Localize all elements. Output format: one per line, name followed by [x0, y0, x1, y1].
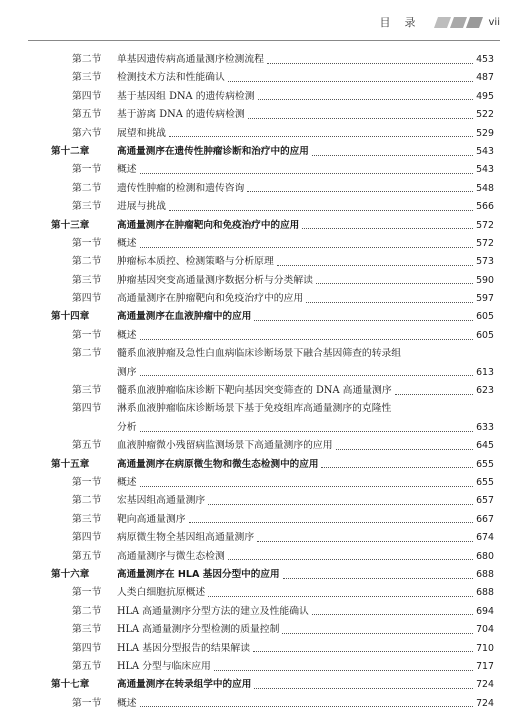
- header-decoration: [436, 17, 481, 28]
- toc-chapter-entry[interactable]: [0, 566, 520, 584]
- section-title: 基于基因组 DNA 的遗传病检测: [117, 90, 255, 102]
- section-number: 第五节: [72, 660, 102, 672]
- chapter-title: 高通量测序在病原微生物和微生态检测中的应用: [117, 458, 319, 470]
- dot-leader: [254, 688, 473, 689]
- section-title: 宏基因组高通量测序: [117, 495, 206, 507]
- section-number: 第一节: [72, 476, 102, 488]
- section-title: 高通量测序与微生态检测: [117, 550, 225, 562]
- dot-leader: [253, 651, 473, 652]
- page-number: 655: [476, 458, 494, 470]
- entry-line: [117, 676, 494, 694]
- dot-leader: [283, 578, 474, 579]
- dot-leader: [316, 283, 473, 284]
- section-number: 第二节: [72, 605, 102, 617]
- entry-line: [117, 253, 494, 271]
- toc-section-entry[interactable]: [0, 603, 520, 621]
- section-title: 肿瘤标本质控、检测策略与分析原理: [117, 256, 274, 268]
- toc-section-entry[interactable]: [0, 382, 520, 400]
- page-number: 680: [476, 550, 494, 562]
- dot-leader: [254, 320, 473, 321]
- entry-line: [117, 695, 494, 713]
- section-title: 展望和挑战: [117, 127, 166, 139]
- toc-section-entry[interactable]: [0, 51, 520, 69]
- chapter-number: 第十六章: [51, 568, 90, 580]
- section-title: 髓系血液肿瘤临床诊断下靶向基因突变筛查的 DNA 高通量测序: [117, 385, 392, 397]
- section-number: 第三节: [72, 624, 102, 636]
- section-title: 概述: [117, 697, 137, 709]
- toc-section-entry[interactable]: [0, 492, 520, 510]
- entry-line: [117, 640, 494, 658]
- dot-leader: [277, 265, 473, 266]
- page-number: 613: [476, 366, 494, 378]
- dot-leader: [248, 118, 473, 119]
- section-number: 第二节: [72, 256, 102, 268]
- page-number: 495: [476, 90, 494, 102]
- entry-line: [117, 69, 494, 87]
- chapter-title: 高通量测序在转录组学中的应用: [117, 679, 252, 691]
- page-number: 529: [476, 127, 494, 139]
- section-number: 第三节: [72, 513, 102, 525]
- section-number: 第三节: [72, 274, 102, 286]
- section-number: 第四节: [72, 532, 102, 544]
- entry-line: [117, 106, 494, 124]
- toc-section-entry[interactable]: [0, 419, 520, 437]
- toc-section-entry[interactable]: [0, 327, 520, 345]
- section-title: HLA 高通量测序分型检测的质量控制: [117, 624, 280, 636]
- dot-leader: [140, 173, 474, 174]
- page-number: 710: [476, 642, 494, 654]
- page-number: 724: [476, 697, 494, 709]
- running-header: [380, 8, 500, 36]
- toc-chapter-entry[interactable]: [0, 456, 520, 474]
- entry-line: [117, 217, 494, 235]
- dot-leader: [312, 614, 473, 615]
- dot-leader: [228, 81, 473, 82]
- toc-section-entry[interactable]: [0, 272, 520, 290]
- section-title: HLA 高通量测序分型方法的建立及性能确认: [117, 605, 309, 617]
- page-number: 623: [476, 385, 494, 397]
- page-number: 590: [476, 274, 494, 286]
- entry-line: [117, 327, 494, 345]
- section-number: 第五节: [72, 109, 102, 121]
- section-title: 人类白细胞抗原概述: [117, 587, 206, 599]
- page-number: 667: [476, 513, 494, 525]
- section-title: 基于游离 DNA 的遗传病检测: [117, 109, 245, 121]
- entry-line: [117, 437, 494, 455]
- dot-leader: [228, 559, 473, 560]
- section-title: 血液肿瘤微小残留病监测场景下高通量测序的应用: [117, 440, 333, 452]
- toc-section-entry[interactable]: [0, 125, 520, 143]
- page-number: 694: [476, 605, 494, 617]
- entry-line: [117, 492, 494, 510]
- entry-line: [117, 161, 494, 179]
- dot-leader: [336, 449, 474, 450]
- entry-line: [117, 548, 494, 566]
- entry-line: [117, 308, 494, 326]
- section-number: 第四节: [72, 642, 102, 654]
- header-page-number: vii: [488, 16, 500, 28]
- dot-leader: [140, 247, 474, 248]
- entry-line: [117, 584, 494, 602]
- section-number: 第六节: [72, 127, 102, 139]
- header-title: 目录: [379, 16, 430, 29]
- entry-line: [117, 529, 494, 547]
- dot-leader: [247, 191, 473, 192]
- dot-leader: [312, 155, 473, 156]
- dot-leader: [169, 136, 473, 137]
- entry-line: [117, 180, 494, 198]
- section-title: HLA 分型与临床应用: [117, 660, 211, 672]
- toc-section-entry[interactable]: [0, 69, 520, 87]
- toc-section-entry[interactable]: [0, 621, 520, 639]
- section-number: 第四节: [72, 293, 102, 305]
- page-number: 674: [476, 532, 494, 544]
- section-number: 第四节: [72, 403, 102, 415]
- page-number: 704: [476, 624, 494, 636]
- toc-section-entry[interactable]: [0, 437, 520, 455]
- dot-leader: [208, 504, 473, 505]
- chapter-title: 高通量测序在血液肿瘤中的应用: [117, 311, 252, 323]
- dot-leader: [267, 63, 473, 64]
- toc-section-entry[interactable]: [0, 106, 520, 124]
- section-number: 第二节: [72, 348, 102, 360]
- dot-leader: [321, 467, 473, 468]
- section-number: 第五节: [72, 550, 102, 562]
- section-number: 第三节: [72, 201, 102, 213]
- entry-line: [117, 382, 494, 400]
- chapter-number: 第十五章: [51, 458, 90, 470]
- entry-line: [117, 566, 494, 584]
- entry-line: [117, 235, 494, 253]
- page-number: 543: [476, 164, 494, 176]
- page-number: 572: [476, 219, 494, 231]
- page-number: 566: [476, 201, 494, 213]
- toc-chapter-entry[interactable]: [0, 676, 520, 694]
- section-title: 测序: [117, 366, 137, 378]
- section-title: 靶向高通量测序: [117, 513, 186, 525]
- toc-section-entry[interactable]: [0, 640, 520, 658]
- toc-section-entry[interactable]: [0, 198, 520, 216]
- page-number: 724: [476, 679, 494, 691]
- section-title: 髓系血液肿瘤及急性白血病临床诊断场景下融合基因筛查的转录组: [117, 348, 402, 360]
- entry-line: [117, 400, 494, 418]
- table-of-contents: [0, 51, 520, 713]
- dot-leader: [258, 99, 474, 100]
- section-title: 遗传性肿瘤的检测和遗传咨询: [117, 182, 245, 194]
- toc-section-entry[interactable]: [0, 529, 520, 547]
- section-number: 第一节: [72, 164, 102, 176]
- page-number: 522: [476, 109, 494, 121]
- chapter-number: 第十四章: [51, 311, 90, 323]
- section-title: 高通量测序在肿瘤靶向和免疫治疗中的应用: [117, 293, 304, 305]
- section-number: 第一节: [72, 237, 102, 249]
- toc-chapter-entry[interactable]: [0, 217, 520, 235]
- page-number: 572: [476, 237, 494, 249]
- section-title: 单基因遗传病高通量测序检测流程: [117, 54, 264, 65]
- toc-section-entry[interactable]: [0, 695, 520, 713]
- toc-section-entry[interactable]: [0, 161, 520, 179]
- dot-leader: [302, 228, 473, 229]
- toc-section-entry[interactable]: [0, 658, 520, 676]
- section-title: 概述: [117, 237, 137, 249]
- dot-leader: [306, 302, 473, 303]
- toc-section-entry[interactable]: [0, 364, 520, 382]
- toc-section-entry[interactable]: [0, 235, 520, 253]
- page-number: 573: [476, 256, 494, 268]
- entry-line: [117, 474, 494, 492]
- section-title: HLA 基因分型报告的结果解读: [117, 642, 251, 654]
- page-number: 717: [476, 660, 494, 672]
- entry-line: [117, 456, 494, 474]
- dot-leader: [214, 670, 473, 671]
- toc-section-entry[interactable]: [0, 88, 520, 106]
- section-title: 进展与挑战: [117, 201, 166, 213]
- dot-leader: [140, 486, 474, 487]
- toc-section-entry[interactable]: [0, 253, 520, 271]
- page-number: 453: [476, 54, 494, 65]
- page-number: 657: [476, 495, 494, 507]
- page-number: 543: [476, 145, 494, 157]
- toc-chapter-entry[interactable]: [0, 308, 520, 326]
- page-number: 597: [476, 293, 494, 305]
- section-number: 第一节: [72, 587, 102, 599]
- dot-leader: [140, 706, 474, 707]
- section-number: 第一节: [72, 697, 102, 709]
- section-number: 第四节: [72, 90, 102, 102]
- dot-leader: [257, 541, 473, 542]
- entry-line: [117, 419, 494, 437]
- toc-section-entry[interactable]: [0, 180, 520, 198]
- section-title: 分析: [117, 421, 137, 433]
- toc-section-entry[interactable]: [0, 511, 520, 529]
- section-title: 概述: [117, 164, 137, 176]
- page-number: 645: [476, 440, 494, 452]
- section-number: 第二节: [72, 495, 102, 507]
- section-number: 第二节: [72, 54, 102, 65]
- dot-leader: [282, 633, 473, 634]
- header-rule: [28, 40, 500, 41]
- page-number: 633: [476, 421, 494, 433]
- section-number: 第三节: [72, 385, 102, 397]
- chapter-number: 第十二章: [51, 145, 90, 157]
- entry-line: [117, 621, 494, 639]
- dot-leader: [208, 596, 473, 597]
- page-number: 605: [476, 329, 494, 341]
- page-number: 688: [476, 587, 494, 599]
- entry-line: [117, 143, 494, 161]
- section-title: 淋系血液肿瘤临床诊断场景下基于免疫组库高通量测序的克隆性: [117, 403, 392, 415]
- section-title: 病原微生物全基因组高通量测序: [117, 532, 255, 544]
- entry-line: [117, 51, 494, 69]
- section-number: 第二节: [72, 182, 102, 194]
- page-number: 548: [476, 182, 494, 194]
- entry-line: [117, 272, 494, 290]
- entry-line: [117, 364, 494, 382]
- dot-leader: [140, 339, 474, 340]
- section-number: 第五节: [72, 440, 102, 452]
- entry-line: [117, 511, 494, 529]
- toc-section-entry[interactable]: [0, 345, 520, 363]
- dot-leader: [395, 394, 473, 395]
- entry-line: [117, 345, 494, 363]
- page-number: 655: [476, 476, 494, 488]
- section-number: 第三节: [72, 72, 102, 84]
- dot-leader: [140, 431, 474, 432]
- toc-section-entry[interactable]: [0, 290, 520, 308]
- page-number: 605: [476, 311, 494, 323]
- toc-section-entry[interactable]: [0, 584, 520, 602]
- dot-leader: [140, 375, 474, 376]
- section-number: 第一节: [72, 329, 102, 341]
- chapter-title: 高通量测序在 HLA 基因分型中的应用: [117, 568, 280, 580]
- toc-section-entry[interactable]: [0, 400, 520, 418]
- section-title: 概述: [117, 476, 137, 488]
- toc-chapter-entry[interactable]: [0, 143, 520, 161]
- page-number: 688: [476, 568, 494, 580]
- page-number: 487: [476, 72, 494, 84]
- dot-leader: [189, 522, 474, 523]
- chapter-title: 高通量测序在遗传性肿瘤诊断和治疗中的应用: [117, 145, 309, 157]
- entry-line: [117, 658, 494, 676]
- entry-line: [117, 290, 494, 308]
- entry-line: [117, 603, 494, 621]
- entry-line: [117, 88, 494, 106]
- entry-line: [117, 198, 494, 216]
- toc-section-entry[interactable]: [0, 548, 520, 566]
- dot-leader: [169, 210, 473, 211]
- toc-section-entry[interactable]: [0, 474, 520, 492]
- chapter-title: 高通量测序在肿瘤靶向和免疫治疗中的应用: [117, 219, 300, 231]
- section-title: 概述: [117, 329, 137, 341]
- chapter-number: 第十三章: [51, 219, 90, 231]
- chapter-number: 第十七章: [51, 679, 90, 691]
- section-title: 肿瘤基因突变高通量测序数据分析与分类解读: [117, 274, 313, 286]
- section-title: 检测技术方法和性能确认: [117, 72, 225, 84]
- entry-line: [117, 125, 494, 143]
